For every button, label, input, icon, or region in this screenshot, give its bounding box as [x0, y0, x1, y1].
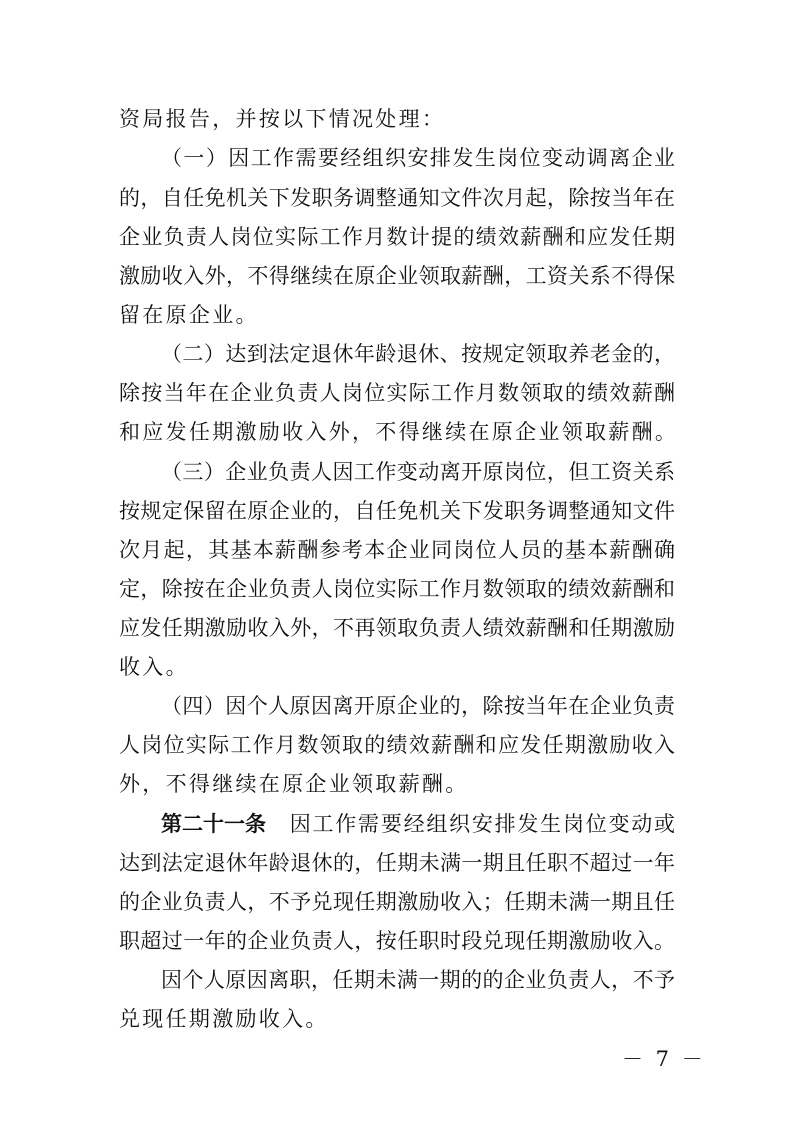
text-line: 兑现任期激励收入。: [119, 1007, 329, 1031]
text-line: 和应发任期激励收入外，不得继续在原企业领取薪酬。: [119, 420, 679, 444]
text-line: 激励收入外，不得继续在原企业领取薪酬，工资关系不得保: [119, 264, 675, 288]
text-line: 企业负责人岗位实际工作月数计提的绩效薪酬和应发任期: [119, 225, 675, 249]
text-line: 按规定保留在原企业的，自任免机关下发职务调整通知文件: [119, 499, 675, 523]
text-line: 次月起，其基本薪酬参考本企业同岗位人员的基本薪酬确: [119, 538, 675, 562]
text-line: （三）企业负责人因工作变动离开原岗位，但工资关系: [161, 460, 675, 484]
text-line: 留在原企业。: [119, 303, 259, 327]
text-line: 的企业负责人，不予兑现任期激励收入；任期未满一期且任: [119, 890, 675, 914]
text-line: 收入。: [119, 655, 189, 679]
text-line: 应发任期激励收入外，不再领取负责人绩效薪酬和任期激励: [119, 616, 675, 640]
text-line: （一）因工作需要经组织安排发生岗位变动调离企业: [161, 146, 675, 170]
text-line: （二）达到法定退休年龄退休、按规定领取养老金的，: [161, 342, 675, 366]
text-line: （四）因个人原因离开原企业的，除按当年在企业负责: [161, 694, 675, 718]
text-line: 因工作需要经组织安排发生岗位变动或: [288, 812, 675, 836]
text-line: 资局报告，并按以下情况处理：: [119, 107, 446, 131]
text-line: 达到法定退休年龄退休的，任期未满一期且任职不超过一年: [119, 851, 675, 875]
text-line: 外，不得继续在原企业领取薪酬。: [119, 772, 469, 796]
text-line: 职超过一年的企业负责人，按任职时段兑现任期激励收入。: [119, 929, 675, 953]
text-line: 人岗位实际工作月数领取的绩效薪酬和应发任期激励收入: [119, 733, 675, 757]
text-line: 除按当年在企业负责人岗位实际工作月数领取的绩效薪酬: [119, 381, 675, 405]
text-line: 定，除按在企业负责人岗位实际工作月数领取的绩效薪酬和: [119, 577, 675, 601]
page-number: － 7 －: [622, 1047, 706, 1071]
text-line: 因个人原因离职，任期未满一期的的企业负责人，不予: [161, 968, 675, 992]
article-line: [161, 812, 675, 836]
article-number: 第二十一条: [161, 812, 266, 836]
text-line: 的，自任免机关下发职务调整通知文件次月起，除按当年在: [119, 186, 675, 210]
